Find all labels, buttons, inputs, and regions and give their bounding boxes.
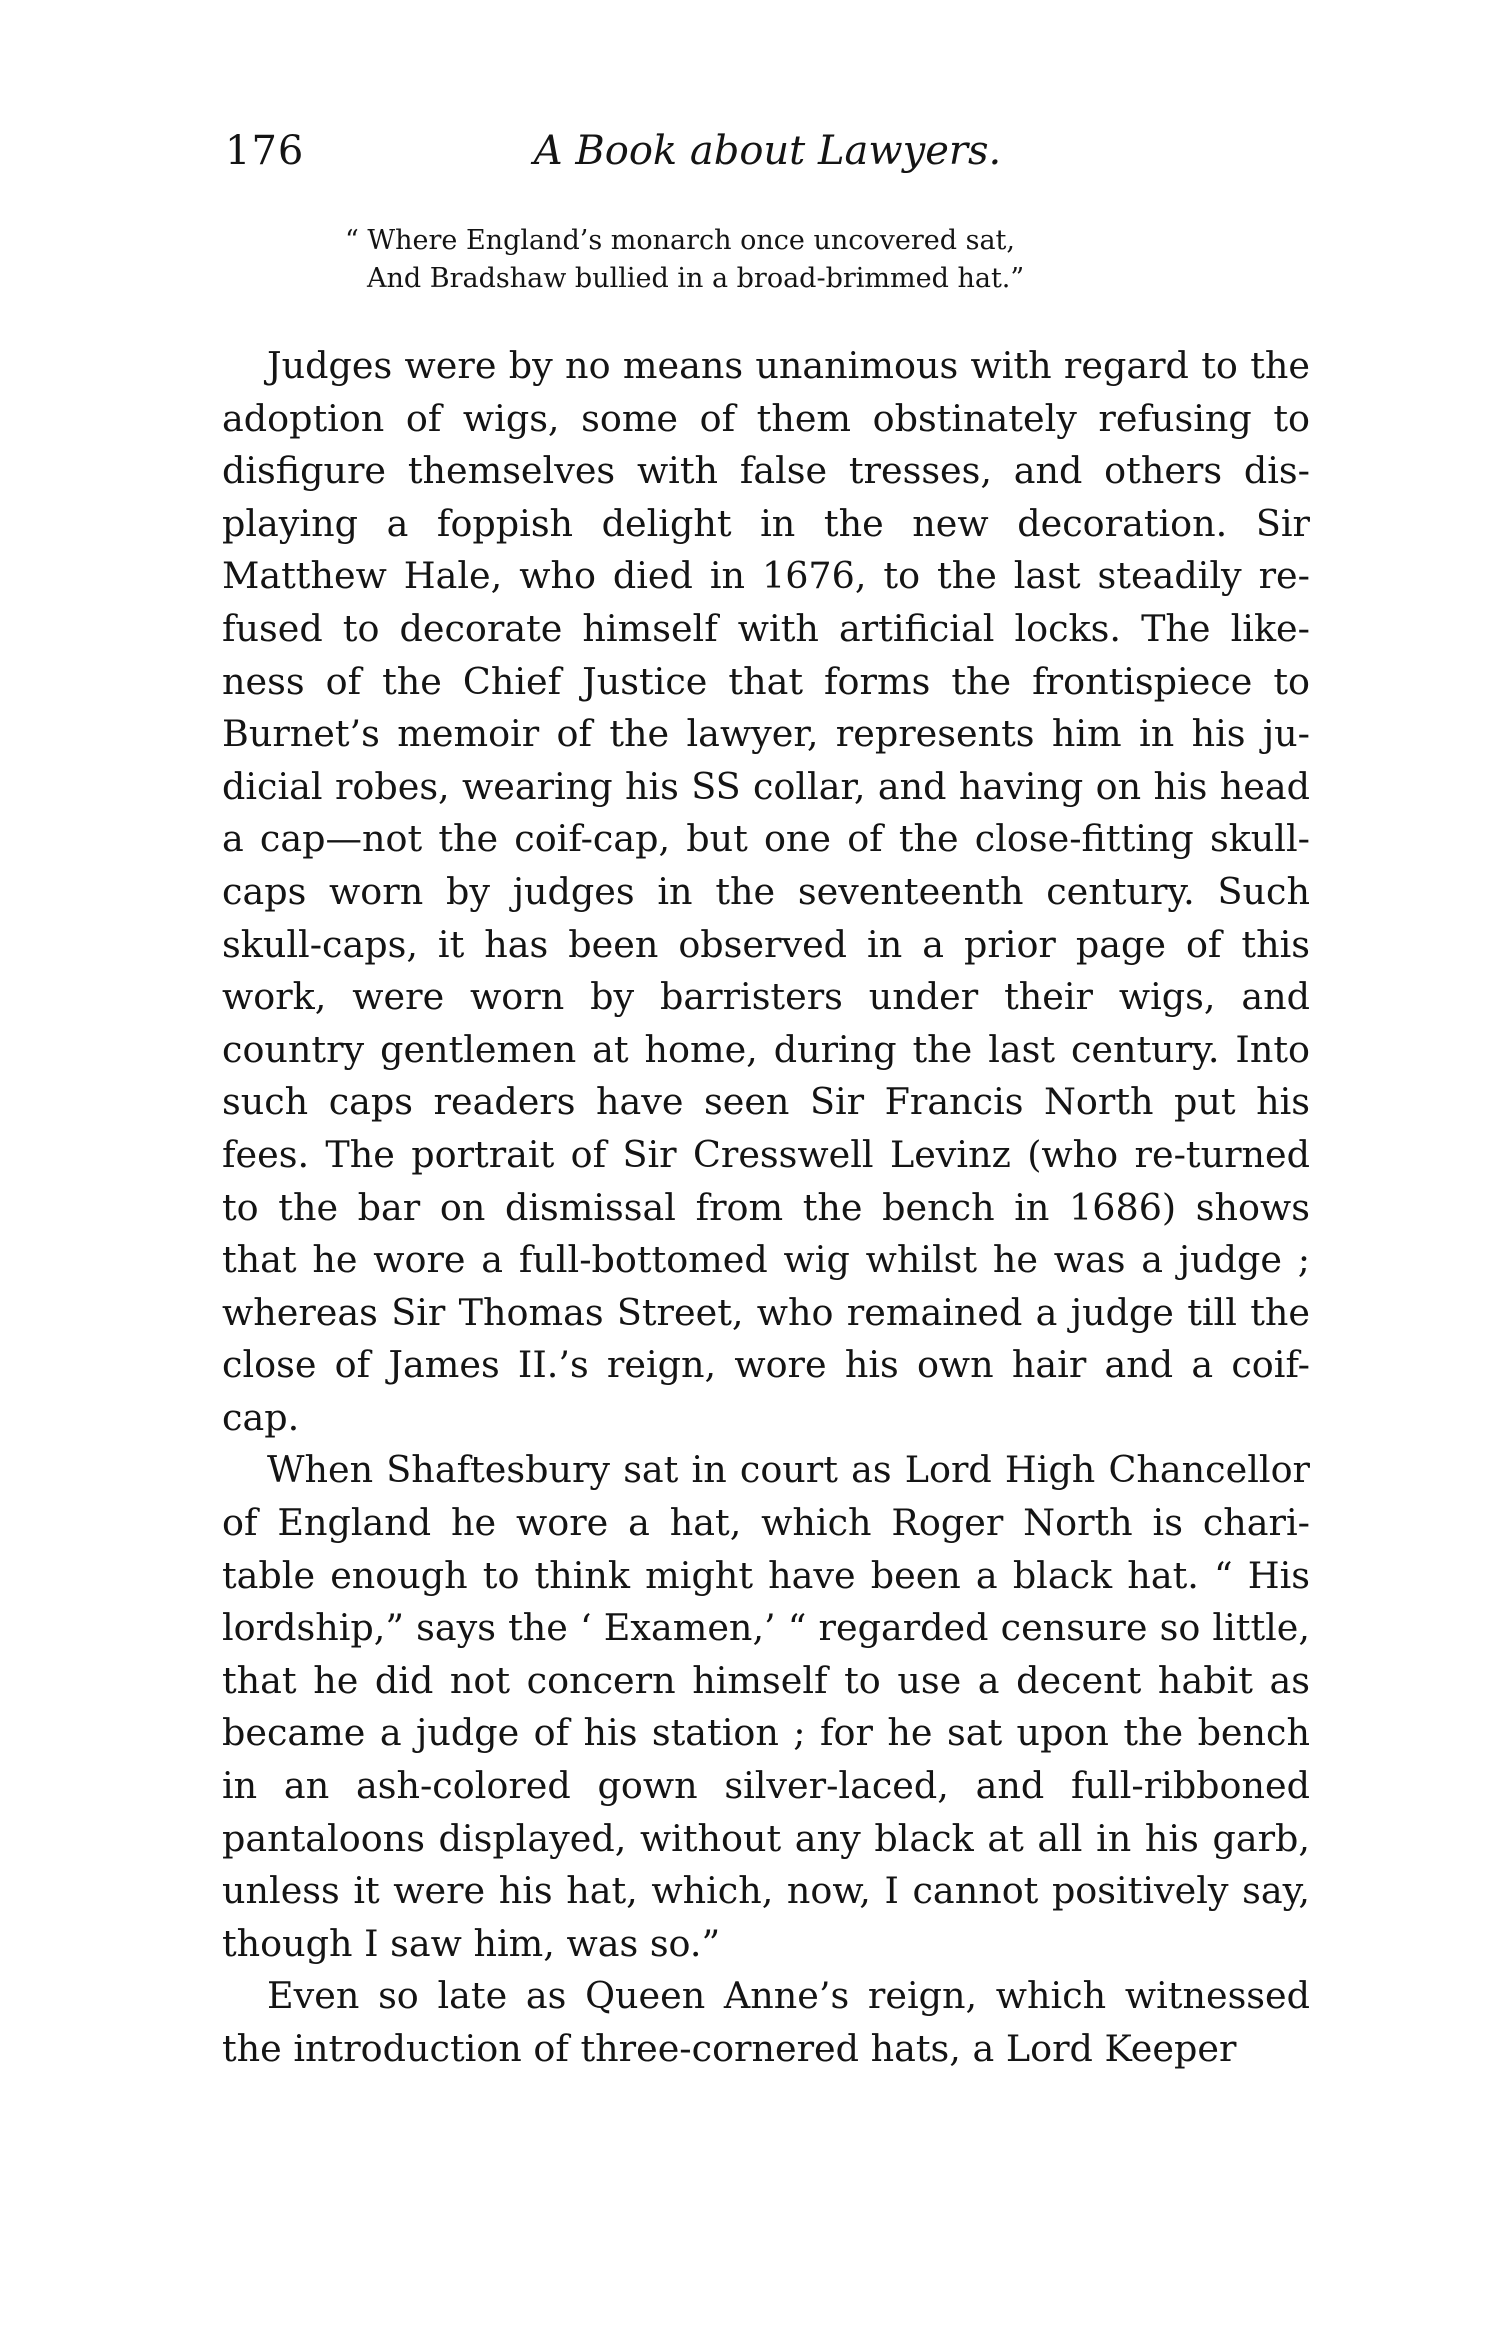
epigraph-line-2: And Bradshaw bullied in a broad-brimmed hat.” [367, 263, 1025, 294]
epigraph-line-1: “ Where England’s monarch once uncovered sat, [345, 225, 1015, 256]
paragraph-1: Judges were by no means unanimous with regard to the adoption of wigs, some of them obstinately refusing to disfigure themselves with false tresses, and others dis-playing a foppish delight in the new decoration. Sir Matthew Hale, who died in 1676, to the last steadily re-fused to decorate himself with artificial locks. The like-ness of the Chief Justice that forms the frontispiece to Burnet’s memoir of the lawyer, represents him in his ju-dicial robes, wearing his SS collar, and having on his head a cap—not the coif-cap, but one of the close-fitting skull-caps worn by judges in the seventeenth century. Such skull-caps, it has been observed in a prior page of this work, were worn by barristers under their wigs, and country gentlemen at home, during the last century. Into such caps readers have seen Sir Francis North put his fees. The portrait of Sir Cresswell Levinz (who re-turned to the bar on dismissal from the bench in 1686) shows that he wore a full-bottomed wig whilst he was a judge ; whereas Sir Thomas Street, who remained a judge till the close of James II.’s reign, wore his own hair and a coif-cap. [222, 344, 1310, 1439]
page-number: 176 [225, 128, 305, 174]
page-header [225, 128, 1310, 188]
paragraph-3: Even so late as Queen Anne’s reign, which witnessed the introduction of three-cornered hats, a Lord Keeper [222, 1974, 1310, 2070]
epigraph [345, 222, 1245, 298]
body-text [222, 340, 1310, 2076]
running-title: A Book about Lawyers. [533, 128, 1002, 174]
paragraph-2: When Shaftesbury sat in court as Lord High Chancellor of England he wore a hat, which Roger North is chari-table enough to think might have been a black hat. “ His lordship,” says the ‘ Examen,’ “ regarded censure so little, that he did not concern himself to use a decent habit as became a judge of his station ; for he sat upon the bench in an ash-colored gown silver-laced, and full-ribboned pantaloons displayed, without any black at all in his garb, unless it were his hat, which, now, I cannot positively say, though I saw him, was so.” [222, 1448, 1310, 1965]
